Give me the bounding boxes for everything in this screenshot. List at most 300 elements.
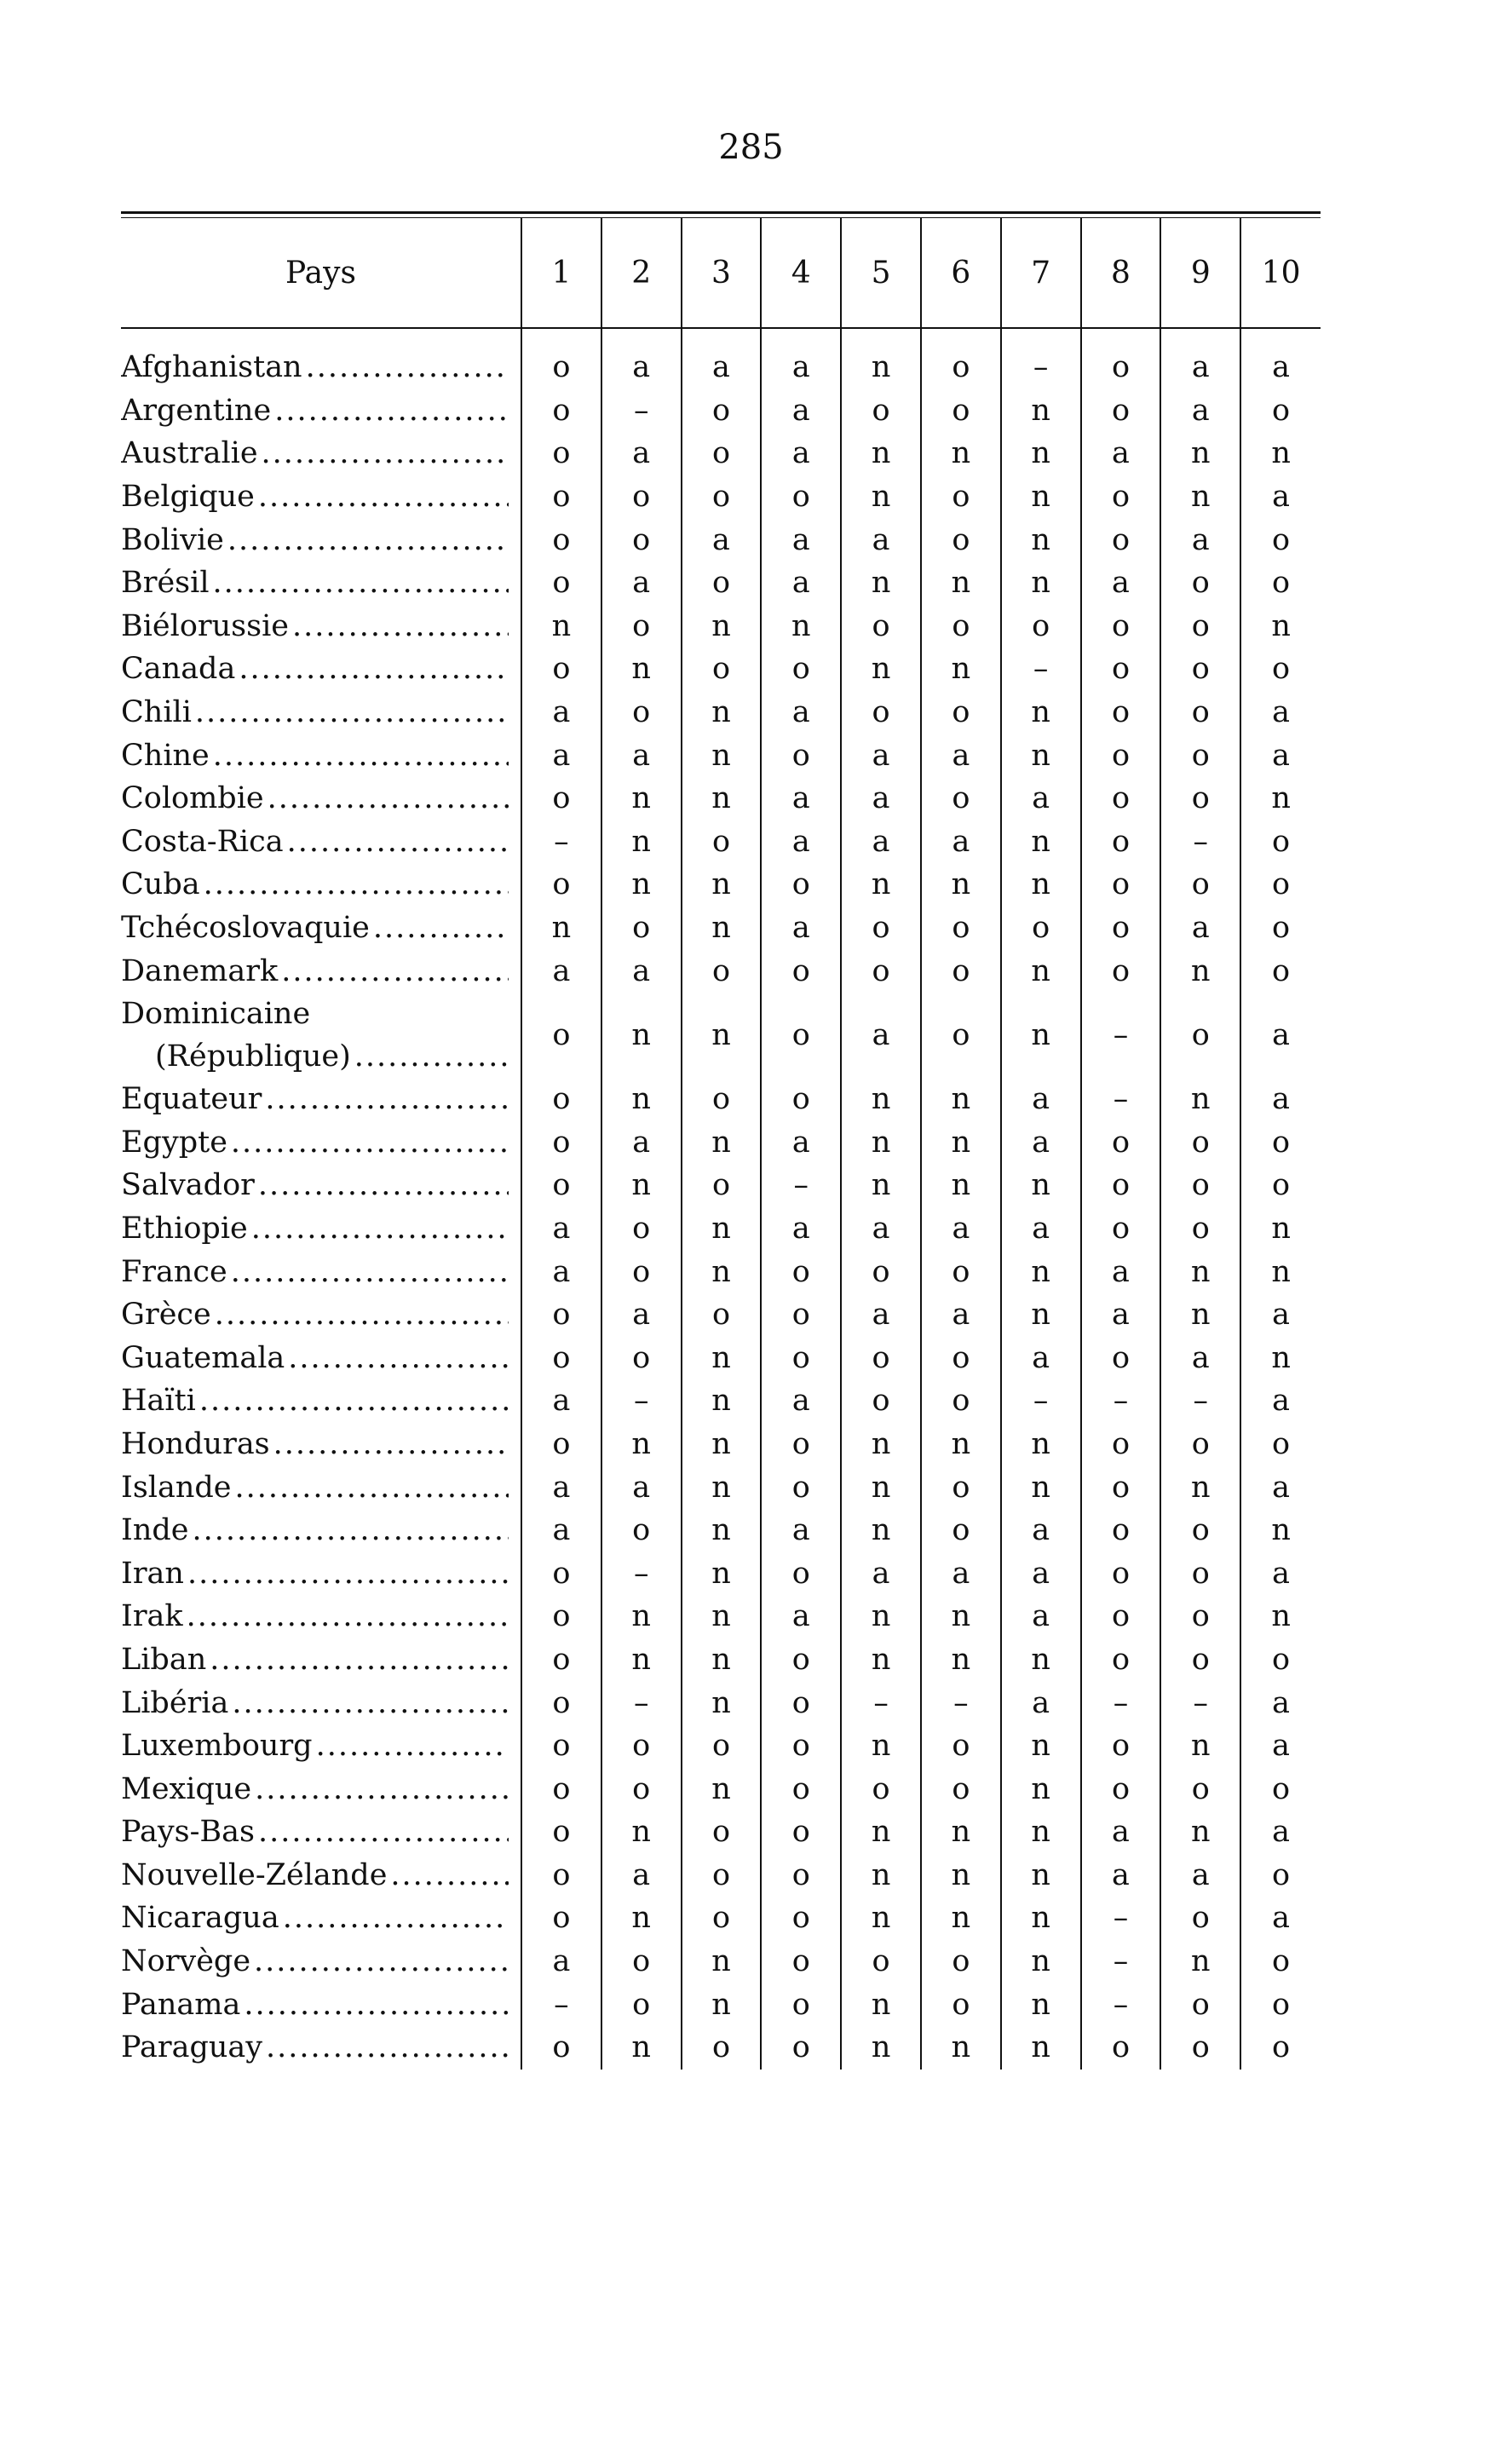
vote-cell-col-2: – xyxy=(601,389,682,433)
country-name: Mexique xyxy=(121,1771,252,1806)
vote-cell-col-8: o xyxy=(1081,1595,1161,1638)
vote-cell-col-4: a xyxy=(761,907,841,950)
country-cell xyxy=(121,907,521,950)
vote-cell-col-8: o xyxy=(1081,1164,1161,1207)
vote-cell-col-4: – xyxy=(761,1164,841,1207)
vote-cell-col-6: – xyxy=(921,1681,1001,1724)
vote-cell-col-6: o xyxy=(921,328,1001,389)
country-name: Tchécoslovaquie xyxy=(121,911,370,946)
vote-cell-col-7: n xyxy=(1001,863,1081,907)
vote-cell-col-2: n xyxy=(601,863,682,907)
vote-cell-col-2: a xyxy=(601,734,682,777)
vote-cell-col-9: o xyxy=(1160,561,1240,605)
vote-cell-col-3: n xyxy=(682,1983,762,2026)
vote-cell-col-9: o xyxy=(1160,1164,1240,1207)
country-name: Islande xyxy=(121,1470,232,1505)
country-cell xyxy=(121,648,521,691)
vote-cell-col-6: n xyxy=(921,1423,1001,1466)
vote-cell-col-2: o xyxy=(601,1724,682,1768)
country-name: Paraguay xyxy=(121,2030,263,2065)
dot-leader xyxy=(187,1552,509,1595)
vote-cell-col-6: n xyxy=(921,1595,1001,1638)
vote-cell-col-9: n xyxy=(1160,475,1240,519)
vote-cell-col-2: o xyxy=(601,1940,682,1983)
dot-leader xyxy=(231,1121,509,1164)
vote-cell-col-5: n xyxy=(841,475,921,519)
country-name: Iran xyxy=(121,1556,184,1591)
vote-cell-col-4: a xyxy=(761,1121,841,1165)
vote-cell-col-10: a xyxy=(1240,1897,1321,1940)
vote-cell-col-6: a xyxy=(921,734,1001,777)
table-row xyxy=(121,389,1321,433)
vote-cell-col-10: a xyxy=(1240,734,1321,777)
vote-cell-col-3: n xyxy=(682,907,762,950)
country-name: Chili xyxy=(121,695,192,730)
vote-cell-col-8: o xyxy=(1081,820,1161,864)
vote-cell-col-10: n xyxy=(1240,432,1321,475)
country-cell xyxy=(121,1811,521,1854)
vote-cell-col-9: o xyxy=(1160,1121,1240,1165)
vote-cell-col-2: – xyxy=(601,1379,682,1423)
vote-cell-col-3: n xyxy=(682,1465,762,1509)
vote-cell-col-6: n xyxy=(921,1164,1001,1207)
vote-cell-col-6: o xyxy=(921,1724,1001,1768)
vote-cell-col-4: a xyxy=(761,518,841,561)
vote-cell-col-4: a xyxy=(761,432,841,475)
table-row xyxy=(121,777,1321,820)
dot-leader xyxy=(258,475,509,518)
table-row xyxy=(121,1336,1321,1379)
vote-cell-col-10: a xyxy=(1240,475,1321,519)
vote-cell-col-5: a xyxy=(841,1552,921,1595)
vote-cell-col-2: a xyxy=(601,1854,682,1897)
vote-cell-col-4: o xyxy=(761,949,841,993)
vote-cell-col-10: o xyxy=(1240,907,1321,950)
country-name: Belgique xyxy=(121,480,255,515)
vote-cell-col-4: o xyxy=(761,1552,841,1595)
vote-cell-col-1: o xyxy=(521,1681,601,1724)
vote-cell-col-2: o xyxy=(601,518,682,561)
dot-leader xyxy=(258,1164,509,1206)
vote-cell-col-10: n xyxy=(1240,1509,1321,1552)
vote-cell-col-1: a xyxy=(521,734,601,777)
vote-cell-col-8: o xyxy=(1081,1336,1161,1379)
table-row xyxy=(121,691,1321,734)
vote-cell-col-9: o xyxy=(1160,605,1240,648)
vote-cell-col-2: – xyxy=(601,1681,682,1724)
dot-leader xyxy=(215,1293,509,1336)
country-cell xyxy=(121,1638,521,1682)
vote-cell-col-7: a xyxy=(1001,1681,1081,1724)
vote-cell-col-5: a xyxy=(841,1207,921,1251)
vote-cell-col-9: n xyxy=(1160,949,1240,993)
vote-cell-col-6: o xyxy=(921,1767,1001,1811)
vote-cell-col-10: o xyxy=(1240,2026,1321,2070)
vote-cell-col-5: n xyxy=(841,863,921,907)
vote-cell-col-4: o xyxy=(761,1724,841,1768)
column-header-pays: Pays xyxy=(121,218,521,328)
vote-cell-col-3: o xyxy=(682,561,762,605)
dot-leader xyxy=(281,950,509,993)
vote-cell-col-5: n xyxy=(841,1983,921,2026)
vote-cell-col-1: o xyxy=(521,1121,601,1165)
country-name: Liban xyxy=(121,1642,207,1677)
vote-cell-col-6: n xyxy=(921,1121,1001,1165)
vote-cell-col-7: a xyxy=(1001,1078,1081,1121)
vote-cell-col-7: n xyxy=(1001,1465,1081,1509)
vote-cell-col-9: o xyxy=(1160,1595,1240,1638)
table-row xyxy=(121,328,1321,389)
vote-cell-col-9: o xyxy=(1160,1983,1240,2026)
vote-cell-col-7: a xyxy=(1001,1121,1081,1165)
column-header-6: 6 xyxy=(921,218,1001,328)
country-name: Libéria xyxy=(121,1685,229,1720)
country-cell xyxy=(121,605,521,648)
country-cell xyxy=(121,561,521,605)
vote-cell-col-5: o xyxy=(841,605,921,648)
vote-cell-col-8: o xyxy=(1081,1552,1161,1595)
vote-cell-col-4: o xyxy=(761,1638,841,1682)
vote-cell-col-10: o xyxy=(1240,863,1321,907)
vote-cell-col-3: n xyxy=(682,1595,762,1638)
vote-cell-col-5: n xyxy=(841,1423,921,1466)
country-name: France xyxy=(121,1254,227,1289)
vote-cell-col-4: o xyxy=(761,1681,841,1724)
table-row xyxy=(121,1940,1321,1983)
vote-cell-col-9: a xyxy=(1160,1854,1240,1897)
dot-leader xyxy=(195,691,509,734)
vote-cell-col-9: n xyxy=(1160,1293,1240,1337)
country-name: Bolivie xyxy=(121,522,224,557)
table-row xyxy=(121,605,1321,648)
table-row xyxy=(121,1078,1321,1121)
vote-cell-col-7: o xyxy=(1001,907,1081,950)
vote-cell-col-2: o xyxy=(601,907,682,950)
vote-cell-col-1: o xyxy=(521,389,601,433)
dot-leader xyxy=(199,1379,509,1422)
vote-cell-col-4: o xyxy=(761,863,841,907)
dot-leader xyxy=(262,432,509,475)
dot-leader xyxy=(265,1078,509,1120)
vote-cell-col-6: a xyxy=(921,1552,1001,1595)
country-name: (République) xyxy=(155,1039,351,1074)
vote-cell-col-5: n xyxy=(841,1897,921,1940)
country-cell xyxy=(121,777,521,820)
vote-cell-col-1: a xyxy=(521,1207,601,1251)
vote-cell-col-6: a xyxy=(921,1293,1001,1337)
vote-cell-col-4: o xyxy=(761,1983,841,2026)
vote-cell-col-6: o xyxy=(921,1983,1001,2026)
country-cell xyxy=(121,1250,521,1293)
vote-cell-col-9: o xyxy=(1160,863,1240,907)
vote-cell-col-10: n xyxy=(1240,1336,1321,1379)
vote-cell-col-4: a xyxy=(761,1595,841,1638)
vote-cell-col-3: o xyxy=(682,949,762,993)
table-row xyxy=(121,475,1321,519)
vote-cell-col-6: n xyxy=(921,561,1001,605)
vote-cell-col-5: a xyxy=(841,777,921,820)
vote-cell-col-3: n xyxy=(682,691,762,734)
vote-cell-col-4: a xyxy=(761,820,841,864)
vote-cell-col-8: o xyxy=(1081,475,1161,519)
vote-cell-col-10: o xyxy=(1240,389,1321,433)
table-row xyxy=(121,1423,1321,1466)
vote-cell-col-5: a xyxy=(841,518,921,561)
dot-leader xyxy=(239,648,509,690)
vote-cell-col-3: n xyxy=(682,1638,762,1682)
vote-cell-col-3: o xyxy=(682,1897,762,1940)
vote-cell-col-3: o xyxy=(682,1164,762,1207)
table-header-row xyxy=(121,218,1321,328)
table-row xyxy=(121,1595,1321,1638)
table-row xyxy=(121,1293,1321,1337)
vote-cell-col-1: a xyxy=(521,1379,601,1423)
vote-cell-col-3: o xyxy=(682,1078,762,1121)
dot-leader xyxy=(235,1466,509,1509)
country-cell xyxy=(121,1940,521,1983)
vote-cell-col-4: o xyxy=(761,1854,841,1897)
vote-cell-col-10: o xyxy=(1240,518,1321,561)
vote-cell-col-8: o xyxy=(1081,1509,1161,1552)
table-row xyxy=(121,1681,1321,1724)
vote-cell-col-6: n xyxy=(921,863,1001,907)
vote-cell-col-8: o xyxy=(1081,518,1161,561)
vote-cell-col-2: o xyxy=(601,1336,682,1379)
vote-cell-col-7: o xyxy=(1001,605,1081,648)
vote-cell-col-9: n xyxy=(1160,1811,1240,1854)
dot-leader xyxy=(204,863,509,906)
vote-cell-col-2: – xyxy=(601,1552,682,1595)
vote-cell-col-5: n xyxy=(841,1465,921,1509)
vote-cell-col-10: a xyxy=(1240,1552,1321,1595)
vote-cell-col-4: o xyxy=(761,1336,841,1379)
vote-cell-col-4: o xyxy=(761,1293,841,1337)
vote-cell-col-8: o xyxy=(1081,949,1161,993)
dot-leader xyxy=(193,1509,509,1552)
vote-cell-col-7: n xyxy=(1001,1638,1081,1682)
vote-cell-col-5: n xyxy=(841,432,921,475)
vote-cell-col-9: o xyxy=(1160,1423,1240,1466)
vote-cell-col-8: o xyxy=(1081,389,1161,433)
vote-cell-col-5: n xyxy=(841,1121,921,1165)
vote-cell-col-2: o xyxy=(601,1250,682,1293)
vote-cell-col-8: – xyxy=(1081,1078,1161,1121)
vote-cell-col-7: n xyxy=(1001,518,1081,561)
country-name: Argentine xyxy=(121,393,272,428)
vote-cell-col-10: n xyxy=(1240,1250,1321,1293)
vote-cell-col-1: o xyxy=(521,1336,601,1379)
vote-cell-col-5: n xyxy=(841,648,921,691)
column-header-4: 4 xyxy=(761,218,841,328)
column-header-3: 3 xyxy=(682,218,762,328)
vote-cell-col-2: o xyxy=(601,605,682,648)
country-name: Canada xyxy=(121,652,236,687)
vote-cell-col-9: a xyxy=(1160,328,1240,389)
country-cell xyxy=(121,863,521,907)
country-cell xyxy=(121,1681,521,1724)
vote-cell-col-9: o xyxy=(1160,1767,1240,1811)
vote-cell-col-5: n xyxy=(841,328,921,389)
vote-cell-col-5: n xyxy=(841,2026,921,2070)
vote-cell-col-7: n xyxy=(1001,949,1081,993)
vote-cell-col-1: o xyxy=(521,2026,601,2070)
vote-cell-col-5: n xyxy=(841,561,921,605)
vote-cell-col-2: o xyxy=(601,691,682,734)
vote-cell-col-2: n xyxy=(601,1811,682,1854)
vote-cell-col-8: o xyxy=(1081,863,1161,907)
table-body xyxy=(121,328,1321,2070)
vote-cell-col-1: n xyxy=(521,605,601,648)
vote-cell-col-4: a xyxy=(761,1379,841,1423)
vote-cell-col-8: o xyxy=(1081,2026,1161,2070)
country-cell xyxy=(121,1121,521,1165)
top-rule xyxy=(121,211,1321,214)
vote-cell-col-7: n xyxy=(1001,1250,1081,1293)
vote-cell-col-2: a xyxy=(601,1121,682,1165)
vote-cell-col-7: a xyxy=(1001,1336,1081,1379)
vote-cell-col-7: n xyxy=(1001,475,1081,519)
vote-cell-col-3: n xyxy=(682,734,762,777)
vote-cell-col-5: n xyxy=(841,1509,921,1552)
dot-leader xyxy=(255,1768,509,1811)
vote-cell-col-3: a xyxy=(682,328,762,389)
vote-cell-col-4: o xyxy=(761,2026,841,2070)
country-cell xyxy=(121,432,521,475)
column-header-5: 5 xyxy=(841,218,921,328)
vote-cell-col-4: o xyxy=(761,648,841,691)
vote-cell-col-1: o xyxy=(521,432,601,475)
vote-cell-col-10: n xyxy=(1240,605,1321,648)
vote-cell-col-3: o xyxy=(682,389,762,433)
column-header-10: 10 xyxy=(1240,218,1321,328)
vote-cell-col-8: a xyxy=(1081,561,1161,605)
country-cell xyxy=(121,691,521,734)
country-name: Guatemala xyxy=(121,1340,285,1375)
vote-cell-col-1: o xyxy=(521,777,601,820)
vote-cell-col-9: – xyxy=(1160,820,1240,864)
vote-cell-col-1: a xyxy=(521,1509,601,1552)
vote-cell-col-6: n xyxy=(921,2026,1001,2070)
vote-cell-col-2: o xyxy=(601,1509,682,1552)
country-name: Haïti xyxy=(121,1384,196,1419)
vote-cell-col-4: o xyxy=(761,1423,841,1466)
dot-leader xyxy=(232,1682,509,1724)
dot-leader xyxy=(373,907,509,949)
vote-cell-col-8: o xyxy=(1081,1724,1161,1768)
vote-cell-col-7: n xyxy=(1001,1767,1081,1811)
vote-cell-col-6: o xyxy=(921,1379,1001,1423)
vote-cell-col-5: n xyxy=(841,1854,921,1897)
country-name: Australie xyxy=(121,436,258,471)
vote-cell-col-6: o xyxy=(921,1509,1001,1552)
vote-cell-col-8: – xyxy=(1081,1940,1161,1983)
vote-cell-col-6: o xyxy=(921,949,1001,993)
dot-leader xyxy=(268,777,509,820)
country-cell xyxy=(121,1509,521,1552)
vote-cell-col-8: – xyxy=(1081,1897,1161,1940)
table-row xyxy=(121,949,1321,993)
vote-cell-col-8: a xyxy=(1081,1854,1161,1897)
dot-leader xyxy=(213,734,509,777)
vote-cell-col-1: o xyxy=(521,1293,601,1337)
vote-cell-col-10: a xyxy=(1240,1379,1321,1423)
vote-cell-col-1: a xyxy=(521,949,601,993)
vote-cell-col-3: a xyxy=(682,518,762,561)
vote-cell-col-1: o xyxy=(521,1638,601,1682)
vote-cell-col-5: n xyxy=(841,1164,921,1207)
dot-leader xyxy=(292,605,509,648)
vote-cell-col-1: o xyxy=(521,1897,601,1940)
table-row xyxy=(121,1897,1321,1940)
vote-cell-col-6: a xyxy=(921,820,1001,864)
vote-cell-col-6: o xyxy=(921,1465,1001,1509)
dot-leader xyxy=(354,1035,509,1078)
vote-cell-col-10: o xyxy=(1240,1767,1321,1811)
vote-cell-col-8: – xyxy=(1081,993,1161,1078)
vote-cell-col-6: o xyxy=(921,691,1001,734)
vote-cell-col-3: o xyxy=(682,2026,762,2070)
vote-cell-col-9: o xyxy=(1160,1897,1240,1940)
vote-cell-col-10: n xyxy=(1240,1595,1321,1638)
vote-cell-col-7: n xyxy=(1001,561,1081,605)
vote-cell-col-7: a xyxy=(1001,777,1081,820)
vote-table xyxy=(121,218,1321,2070)
country-cell xyxy=(121,949,521,993)
vote-cell-col-3: n xyxy=(682,993,762,1078)
vote-cell-col-5: o xyxy=(841,691,921,734)
country-name: Ethiopie xyxy=(121,1211,248,1246)
vote-cell-col-5: a xyxy=(841,734,921,777)
dot-leader xyxy=(187,1595,509,1638)
vote-cell-col-1: o xyxy=(521,1767,601,1811)
vote-cell-col-10: a xyxy=(1240,1811,1321,1854)
country-cell xyxy=(121,2026,521,2070)
vote-cell-col-1: o xyxy=(521,863,601,907)
vote-cell-col-3: o xyxy=(682,648,762,691)
vote-cell-col-6: n xyxy=(921,1638,1001,1682)
country-cell xyxy=(121,1724,521,1768)
vote-cell-col-4: o xyxy=(761,1465,841,1509)
vote-cell-col-6: o xyxy=(921,475,1001,519)
vote-cell-col-8: o xyxy=(1081,1465,1161,1509)
table-row xyxy=(121,2026,1321,2070)
vote-cell-col-6: o xyxy=(921,389,1001,433)
vote-cell-col-1: o xyxy=(521,1552,601,1595)
vote-cell-col-7: n xyxy=(1001,1423,1081,1466)
vote-cell-col-4: o xyxy=(761,1897,841,1940)
vote-cell-col-1: a xyxy=(521,1250,601,1293)
country-name: Nicaragua xyxy=(121,1901,279,1936)
dot-leader xyxy=(227,519,509,561)
vote-cell-col-3: n xyxy=(682,1121,762,1165)
vote-cell-col-8: o xyxy=(1081,734,1161,777)
vote-cell-col-5: o xyxy=(841,1336,921,1379)
vote-cell-col-2: n xyxy=(601,1638,682,1682)
vote-cell-col-7: – xyxy=(1001,328,1081,389)
vote-cell-col-10: o xyxy=(1240,1983,1321,2026)
vote-cell-col-4: n xyxy=(761,605,841,648)
table-row xyxy=(121,1379,1321,1423)
vote-cell-col-3: n xyxy=(682,863,762,907)
country-name: Afghanistan xyxy=(121,350,302,385)
column-header-8: 8 xyxy=(1081,218,1161,328)
country-cell xyxy=(121,1897,521,1940)
vote-cell-col-3: n xyxy=(682,1207,762,1251)
country-name: Luxembourg xyxy=(121,1729,313,1764)
country-cell xyxy=(121,1207,521,1251)
vote-cell-col-1: o xyxy=(521,993,601,1078)
vote-cell-col-3: n xyxy=(682,1940,762,1983)
